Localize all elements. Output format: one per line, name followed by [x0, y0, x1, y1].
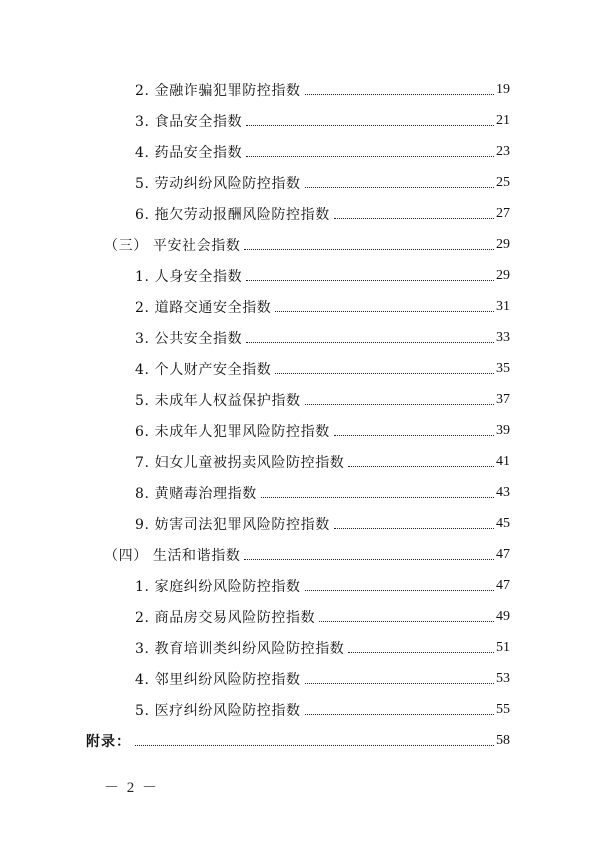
toc-entry-label: 3. 教育培训类纠纷风险防控指数	[135, 640, 345, 657]
toc-entry-page: 39	[496, 422, 510, 438]
toc-entry-page: 49	[496, 608, 510, 624]
toc-entry-page: 53	[496, 670, 510, 686]
toc-entry[interactable]	[0, 446, 600, 477]
dot-leader	[246, 341, 494, 343]
dot-leader	[135, 744, 494, 746]
dot-leader	[348, 651, 494, 653]
toc-entry-page: 27	[496, 205, 510, 221]
toc-entry-page: 43	[496, 484, 510, 500]
toc-entry[interactable]	[0, 415, 600, 446]
toc-entry-label: 2. 金融诈骗犯罪防控指数	[135, 82, 301, 99]
toc-section-heading[interactable]	[0, 229, 600, 260]
toc-entry-page: 29	[496, 267, 510, 283]
toc-entry-label: （三） 平安社会指数	[104, 237, 241, 254]
toc-entry-label: 2. 商品房交易风险防控指数	[135, 609, 316, 626]
toc-entry[interactable]	[0, 260, 600, 291]
toc-entry-page: 55	[496, 701, 510, 717]
dot-leader	[246, 279, 494, 281]
toc-entry[interactable]	[0, 167, 600, 198]
toc-entry-label: 3. 食品安全指数	[135, 113, 243, 130]
toc-entry-page: 25	[496, 174, 510, 190]
dot-leader	[275, 310, 494, 312]
toc-appendix-entry[interactable]	[0, 725, 600, 756]
toc-entry-label: 1. 家庭纠纷风险防控指数	[135, 578, 301, 595]
toc-entry-page: 47	[496, 546, 510, 562]
dot-leader	[348, 465, 494, 467]
dot-leader	[275, 372, 494, 374]
toc-entry-label: （四） 生活和谐指数	[104, 547, 241, 564]
toc-entry[interactable]	[0, 570, 600, 601]
dot-leader	[305, 403, 494, 405]
dot-leader	[261, 496, 494, 498]
toc-entry[interactable]	[0, 663, 600, 694]
dot-leader	[334, 434, 494, 436]
page-number: － 2 －	[104, 780, 160, 796]
dot-leader	[319, 620, 494, 622]
toc-entry-page: 21	[496, 112, 510, 128]
toc-entry-page: 29	[496, 236, 510, 252]
toc-entry-label: 1. 人身安全指数	[135, 268, 243, 285]
dot-leader	[244, 248, 494, 250]
toc-entry-label: 8. 黄赌毒治理指数	[135, 485, 257, 502]
dot-leader	[246, 155, 494, 157]
toc-entry[interactable]	[0, 291, 600, 322]
dot-leader	[305, 713, 494, 715]
toc-entry[interactable]	[0, 384, 600, 415]
toc-entry-label: 6. 未成年人犯罪风险防控指数	[135, 423, 330, 440]
toc-entry-label: 4. 邻里纠纷风险防控指数	[135, 671, 301, 688]
toc-entry-page: 37	[496, 391, 510, 407]
toc-entry-label: 6. 拖欠劳动报酬风险防控指数	[135, 206, 330, 223]
toc-section-heading[interactable]	[0, 539, 600, 570]
toc-entry-label: 5. 未成年人权益保护指数	[135, 392, 301, 409]
toc-entry-page: 33	[496, 329, 510, 345]
toc-entry-page: 51	[496, 639, 510, 655]
toc-entry-label: 7. 妇女儿童被拐卖风险防控指数	[135, 454, 345, 471]
toc-entry-label: 5. 劳动纠纷风险防控指数	[135, 175, 301, 192]
toc-entry-page: 31	[496, 298, 510, 314]
dot-leader	[305, 93, 494, 95]
toc-entry-label: 3. 公共安全指数	[135, 330, 243, 347]
toc-entry[interactable]	[0, 198, 600, 229]
dot-leader	[244, 558, 494, 560]
toc-entry-page: 45	[496, 515, 510, 531]
toc-entry-label: 9. 妨害司法犯罪风险防控指数	[135, 516, 330, 533]
toc-entry-page: 35	[496, 360, 510, 376]
dot-leader	[334, 527, 494, 529]
dot-leader	[334, 217, 494, 219]
toc-entry[interactable]	[0, 136, 600, 167]
toc-entry-label: 2. 道路交通安全指数	[135, 299, 272, 316]
toc-entry[interactable]	[0, 694, 600, 725]
toc-entry[interactable]	[0, 105, 600, 136]
toc-entry[interactable]	[0, 632, 600, 663]
toc-entry[interactable]	[0, 601, 600, 632]
dot-leader	[305, 682, 494, 684]
toc-entry-page: 47	[496, 577, 510, 593]
toc-entry[interactable]	[0, 74, 600, 105]
toc-entry-label: 5. 医疗纠纷风险防控指数	[135, 702, 301, 719]
toc-entry-label: 附录：	[86, 733, 131, 750]
dot-leader	[305, 589, 494, 591]
dot-leader	[305, 186, 494, 188]
toc-entry[interactable]	[0, 322, 600, 353]
toc-entry-page: 41	[496, 453, 510, 469]
table-of-contents	[0, 74, 600, 756]
toc-entry-page: 19	[496, 81, 510, 97]
toc-entry-page: 23	[496, 143, 510, 159]
toc-entry[interactable]	[0, 508, 600, 539]
toc-entry-label: 4. 药品安全指数	[135, 144, 243, 161]
toc-entry[interactable]	[0, 477, 600, 508]
toc-entry-page: 58	[496, 732, 510, 748]
toc-entry-label: 4. 个人财产安全指数	[135, 361, 272, 378]
dot-leader	[246, 124, 494, 126]
toc-entry[interactable]	[0, 353, 600, 384]
